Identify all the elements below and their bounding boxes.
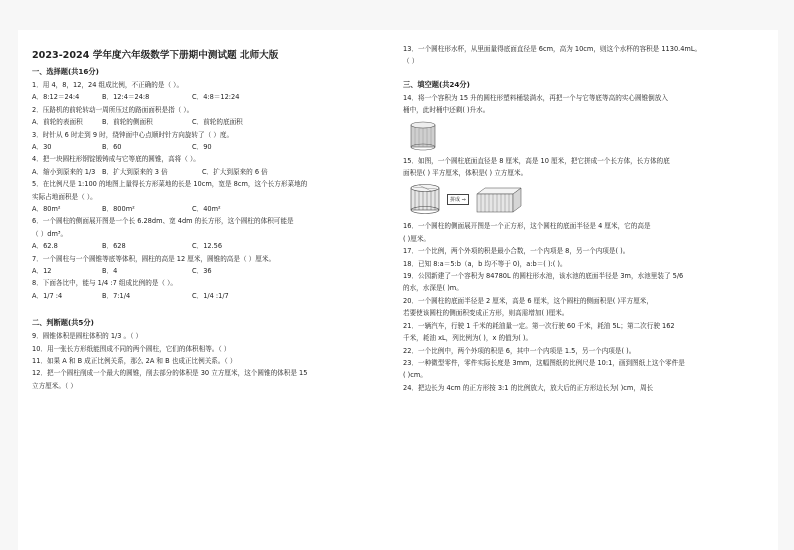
question-3: 3．时针从 6 时走到 9 时，绕钟面中心点顺时针方向旋转了（ ）度。 xyxy=(32,130,234,139)
option-b[interactable]: B．7:1/4 xyxy=(102,291,131,300)
cuboid-icon xyxy=(473,184,523,214)
exam-page xyxy=(18,30,778,550)
question-7: 7．一个圆柱与一个圆锥等底等体积，圆柱的高是 12 厘米，圆锥的高是（ ）厘米。 xyxy=(32,254,276,263)
question-2-options xyxy=(32,116,392,128)
left-column xyxy=(32,30,392,392)
option-c[interactable]: C．前轮的底面积 xyxy=(192,118,243,127)
arrow-label: 拼成 xyxy=(450,196,461,203)
right-arrow-icon: ⇒ xyxy=(461,196,466,203)
option-c[interactable]: C．40m² xyxy=(192,205,221,213)
cylinder-bucket-icon xyxy=(409,121,439,151)
question-20-line-1: 20．一个圆柱的底面半径是 2 厘米，高是 6 厘米，这个圆柱的侧面积是( )平方厘米， xyxy=(403,296,653,305)
question-18: 18．已知 8:a＝5:b（a，b 均不等于 0)，a:b＝( ):( )。 xyxy=(403,259,567,268)
option-c[interactable]: C．1/4 :1/7 xyxy=(192,291,229,300)
page-title: 2023-2024 学年度六年级数学下册期中测试题 北师大版 xyxy=(32,50,279,61)
option-b[interactable]: B．4 xyxy=(102,267,118,275)
question-7-options xyxy=(32,265,392,277)
question-14-line-2: 桶中，此时桶中还剩( )升水。 xyxy=(403,106,490,115)
question-8-options xyxy=(32,290,392,302)
question-1: 1．用 4，8，12，24 组成比例，不正确的是（ ）。 xyxy=(32,81,184,89)
bucket-cylinder-figure xyxy=(409,121,771,151)
question-15-line-1: 15．如图，一个圆柱底面直径是 8 厘米，高是 10 厘米，把它拼成一个长方体，长方体的底 xyxy=(403,156,670,165)
question-6-line-2: （ ）dm³。 xyxy=(32,229,68,238)
option-c[interactable]: C．4:8＝12:24 xyxy=(192,93,240,102)
question-2: 2．压路机的前轮转动一周所压过的路面面积是指（ ）。 xyxy=(32,105,194,114)
question-22: 22．一个比例中，两个外项的积是 6，其中一个内项是 1.5，另一个内项是( )。 xyxy=(403,346,636,355)
option-b[interactable]: B．扩大到原来的 3 倍 xyxy=(102,167,168,176)
question-23-line-1: 23．一种微型零件，零件实际长度是 3mm，这幅图纸的比例尺是 10:1，画到图纸上这个零件是 xyxy=(403,358,685,367)
cylinder-to-cuboid-figure xyxy=(409,182,771,216)
transform-arrow xyxy=(447,194,469,205)
question-15-line-2: 面积是( ) 平方厘米，体积是( ) 立方厘米。 xyxy=(403,169,528,178)
question-14-line-1: 14．将一个容积为 15 升的圆柱形塑料桶装满水，再把一个与它等底等高的实心圆锥倒放入 xyxy=(403,93,668,102)
option-c[interactable]: C．扩大到原来的 6 倍 xyxy=(202,167,268,176)
question-13-line-2: （ ） xyxy=(403,57,419,66)
option-b[interactable]: B．前轮的侧面积 xyxy=(102,118,153,127)
option-a[interactable]: A．80m² xyxy=(32,205,61,213)
question-3-options xyxy=(32,141,392,153)
question-10: 10．用一张长方形纸能围成不同的两个圆柱，它们的体积相等。（ ） xyxy=(32,344,231,353)
option-b[interactable]: B．628 xyxy=(102,242,126,251)
question-19-line-2: 的水，水深是( )m。 xyxy=(403,284,463,293)
question-16-line-1: 16．一个圆柱的侧面展开图是一个正方形，这个圆柱的底面半径是 4 厘米，它的高是 xyxy=(403,222,651,231)
question-16-line-2: ( )厘米。 xyxy=(403,234,431,243)
section-heading-fill: 三、填空题(共24分) xyxy=(403,79,470,89)
option-b[interactable]: B．800m² xyxy=(102,205,135,213)
question-1-options xyxy=(32,91,392,103)
question-11: 11．如果 A 和 B 成正比例关系，那么 2A 和 B 也成正比例关系。（ ） xyxy=(32,357,237,365)
question-6-line-1: 6．一个圆柱的侧面展开图是一个长 6.28dm、宽 4dm 的长方形，这个圆柱的体积可能是 xyxy=(32,217,294,226)
question-17: 17．一个比例，两个外项的积是最小合数，一个内项是 8，另一个内项是( )。 xyxy=(403,247,630,256)
question-12-line-2: 立方厘米。（ ） xyxy=(32,381,77,390)
section-heading-choice: 一、选择题(共16分) xyxy=(32,67,99,76)
option-c[interactable]: C．36 xyxy=(192,267,212,275)
question-9: 9．圆锥体积是圆柱体积的 1/3 。（ ） xyxy=(32,332,143,341)
question-20-line-2: 若要使该圆柱的侧面积变成正方形，则高需增加( )厘米。 xyxy=(403,309,569,318)
section-heading-judge: 二、判断题(共5分) xyxy=(32,318,94,328)
option-b[interactable]: B．60 xyxy=(102,143,122,151)
question-19-line-1: 19．公园新建了一个容积为 84780L 的圆柱形水池，该水池的底面半径是 3m，水池里装了 5/6 xyxy=(403,272,684,281)
sliced-cylinder-icon xyxy=(409,183,443,215)
right-column xyxy=(403,30,771,394)
question-4-options xyxy=(32,166,392,178)
question-5-options xyxy=(32,203,392,215)
option-a[interactable]: A．1/7 :4 xyxy=(32,291,63,300)
question-5-line-2: 实际占地面积是（ ）。 xyxy=(32,192,97,201)
option-a[interactable]: A．前轮的表面积 xyxy=(32,118,83,127)
option-a[interactable]: A．8:12＝24:4 xyxy=(32,93,80,102)
option-a[interactable]: A．缩小到原来的 1/3 xyxy=(32,167,96,176)
question-5-line-1: 5．在比例尺是 1:100 的地图上量得长方形菜地的长是 10cm，宽是 8cm，这个长方形菜地的 xyxy=(32,180,308,189)
question-21-line-1: 21．一辆汽车，行驶 1 千米的耗油量一定。第一次行驶 60 千米，耗油 5L；第二次行驶 162 xyxy=(403,321,675,330)
option-a[interactable]: A．30 xyxy=(32,143,52,151)
question-13-line-1: 13．一个圆柱形水杯，从里面量得底面直径是 6cm，高为 10cm，则这个水杯的容积是 1130.4mL。 xyxy=(403,45,702,53)
option-a[interactable]: A．12 xyxy=(32,267,52,275)
question-21-line-2: 千米，耗油 xL，列比例为( )，x 的值为( )。 xyxy=(403,334,533,343)
option-a[interactable]: A．62.8 xyxy=(32,242,58,251)
option-c[interactable]: C．12.56 xyxy=(192,242,223,251)
question-24: 24．把边长为 4cm 的正方形按 3:1 的比例放大，放大后的正方形边长为( )cm，周长 xyxy=(403,383,654,392)
option-b[interactable]: B．12:4＝24:8 xyxy=(102,93,150,102)
question-6-options xyxy=(32,240,392,252)
option-c[interactable]: C．90 xyxy=(192,143,212,151)
question-4: 4．把一块圆柱形钢锭锻铸成与它等底的圆锥，高将（ ）。 xyxy=(32,155,200,164)
question-8: 8．下面各比中，能与 1/4 :7 组成比例的是（ ）。 xyxy=(32,279,177,288)
question-12-line-1: 12．把一个圆柱削成一个最大的圆锥，削去部分的体积是 30 立方厘米，这个圆锥的体积是 15 xyxy=(32,369,308,378)
question-23-line-2: ( )cm。 xyxy=(403,371,427,380)
